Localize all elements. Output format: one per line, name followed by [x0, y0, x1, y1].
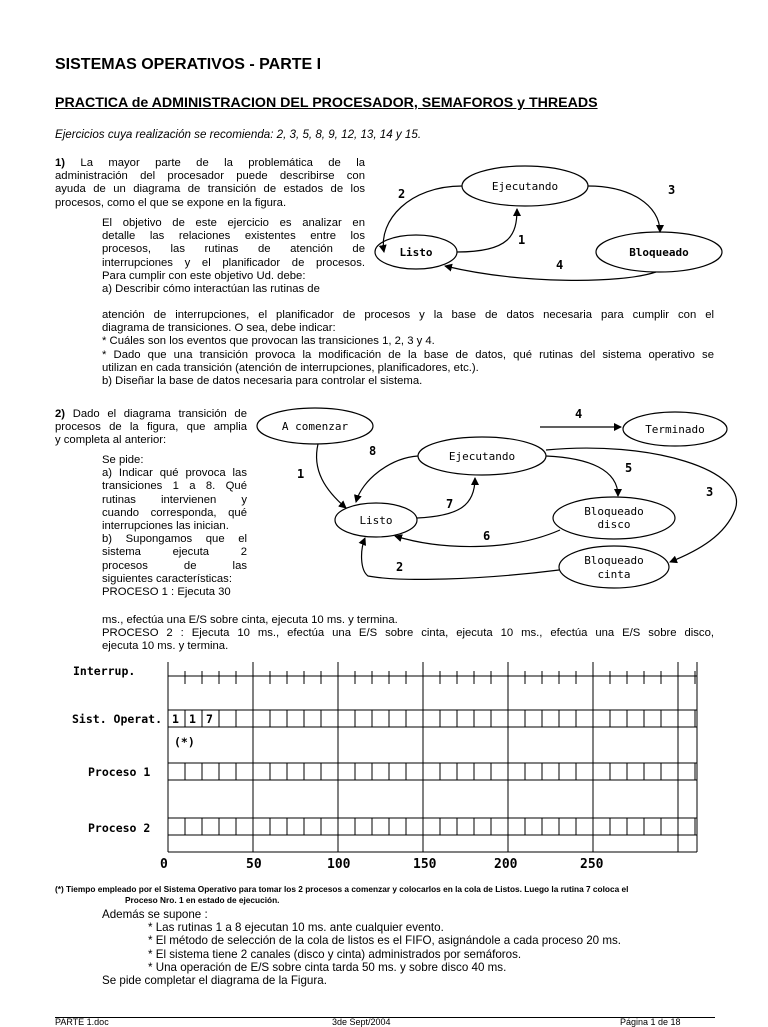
transition-3 [546, 448, 736, 562]
ex1-line: 1) La mayor parte de la problemática de la [55, 157, 365, 169]
transition-label: 2 [396, 560, 404, 574]
exercise-1-tasks [102, 309, 714, 388]
ex2-line: interrupciones las inician. [102, 520, 229, 533]
asterisk-marker: (*) [174, 735, 195, 749]
transition-2 [362, 538, 559, 579]
exercise-2-questions [102, 454, 247, 599]
ex1-line: b) Diseñar la base de datos necesaria para controlar el sistema. [102, 375, 423, 388]
ex1-line: utilizan en cada transición (atención de interrupciones, planificadores, etc.). [102, 361, 479, 374]
transition-1 [317, 444, 346, 508]
state-bloqueado-cinta [559, 546, 669, 588]
state-listo [375, 235, 457, 269]
axis-label: 150 [413, 857, 437, 872]
transition-6 [395, 530, 560, 547]
ex2-line: a) Indicar qué provoca las [102, 467, 247, 480]
ex2-line: Se pide: [102, 454, 144, 466]
ex2-line: cuando corresponda, qué [102, 506, 247, 519]
assumption-item: * Una operación de E/S sobre cinta tarda 50 ms. y sobre disco 40 ms. [148, 960, 507, 974]
axis-label: 50 [246, 857, 262, 872]
timeline-footnote [55, 884, 725, 906]
transition-label: 5 [625, 461, 633, 475]
ex1-line: * Dado que una transición provoca la modificación de la base de datos, qué rutinas del sistema operativo se [102, 348, 714, 361]
assumption-item: * Las rutinas 1 a 8 ejecutan 10 ms. ante cualquier evento. [148, 921, 444, 935]
state-label: Listo [399, 246, 433, 259]
exercise-2-processes [102, 614, 714, 654]
state-label: Ejecutando [448, 450, 516, 463]
state-label: disco [597, 518, 631, 531]
state-label: cinta [597, 568, 631, 581]
exercise-1-number: 1) [55, 157, 66, 169]
timeline-row-label: Sist. Operat. [72, 712, 163, 726]
assumption-item: * El sistema tiene 2 canales (disco y cinta) administrados por semáforos. [148, 947, 522, 961]
ex1-line: a) Describir cómo interactúan las rutinas de [102, 283, 320, 296]
state-ejecutando-2 [418, 437, 546, 475]
ex2-line: sistema ejecuta 2 [102, 546, 247, 559]
exercise-2 [55, 408, 247, 448]
ex1-line: procesos, las rutinas de atención de [102, 243, 365, 256]
state-label: Bloqueado [584, 505, 644, 518]
state-label: A comenzar [281, 420, 349, 433]
transition-label: 1 [518, 233, 526, 247]
transition-label: 3 [706, 485, 714, 499]
ex1-line: Para cumplir con este objetivo Ud. debe: [102, 269, 306, 282]
transition-8 [356, 456, 418, 502]
assumptions-intro: Además se supone : [102, 908, 208, 921]
ex1-line: * Cuáles son los eventos que provocan las transiciones 1, 2, 3 y 4. [102, 335, 435, 348]
so-cell-value: 1 [172, 712, 179, 726]
transition-4 [445, 266, 656, 280]
ex2-line: procesos de las [102, 559, 247, 572]
ex2-line: rutinas intervienen y [102, 493, 247, 506]
assumption-item: * El método de selección de la cola de listos es el FIFO, asignándole a cada proceso 20 ms. [148, 934, 622, 948]
transition-5 [546, 456, 618, 496]
recommended-exercises: Ejercicios cuya realización se recomienda: 2, 3, 5, 8, 9, 12, 13, 14 y 15. [55, 128, 422, 141]
state-terminado [623, 412, 727, 446]
transition-1 [457, 209, 517, 252]
transition-label: 2 [398, 187, 406, 201]
transition-label: 4 [575, 407, 583, 421]
state-label: Listo [359, 514, 393, 527]
timeline-chart [168, 662, 697, 852]
footer-filename: PARTE 1.doc [55, 1017, 109, 1027]
axis-label: 100 [327, 857, 351, 872]
timeline-row-label: Proceso 1 [88, 765, 151, 779]
ex1-line: procesos, como el que se expone en la figura. [55, 196, 287, 209]
footer-date: 3de Sept/2004 [332, 1017, 391, 1027]
exercise-1 [55, 157, 365, 210]
transition-label: 6 [483, 529, 491, 543]
ex1-line: El objetivo de este ejercicio es analizar en [102, 217, 365, 229]
state-a-comenzar [257, 408, 373, 444]
practice-subtitle: PRACTICA de ADMINISTRACION DEL PROCESADOR, SEMAFOROS y THREADS [55, 95, 598, 111]
footnote-line: Proceso Nro. 1 en estado de ejecución. [125, 895, 280, 905]
exercise-2-number: 2) [55, 408, 66, 420]
so-cell-value: 1 [189, 712, 196, 726]
ex2-line: ms., efectúa una E/S sobre cinta, ejecuta 10 ms. y termina. [102, 614, 398, 626]
transition-7 [417, 478, 475, 518]
state-label: Bloqueado [629, 246, 689, 259]
assumptions-closing: Se pide completar el diagrama de la Figura. [102, 974, 327, 988]
ex2-line: siguientes características: [102, 572, 232, 585]
state-label: Bloqueado [584, 554, 644, 567]
ex1-line: atención de interrupciones, el planificador de procesos y la base de datos necesaria para cumplir con el [102, 309, 714, 321]
ex1-line: diagrama de transiciones. O sea, debe indicar: [102, 322, 336, 335]
axis-label: 250 [580, 857, 604, 872]
state-bloqueado-disco [553, 497, 675, 539]
state-label: Terminado [645, 423, 705, 436]
transition-3 [588, 186, 660, 232]
transition-label: 7 [446, 497, 454, 511]
transition-label: 1 [297, 467, 305, 481]
state-listo-2 [335, 503, 417, 537]
footer-page: Página 1 de 18 [620, 1017, 681, 1027]
axis-label: 200 [494, 857, 518, 872]
ex1-line: detalle las relaciones existentes entre los [102, 230, 365, 243]
so-cell-value: 7 [206, 712, 213, 726]
transition-label: 3 [668, 183, 676, 197]
ex2-line: b) Supongamos que el [102, 533, 247, 546]
ex2-line: 2) Dado el diagrama transición de [55, 408, 248, 420]
ex2-line: PROCESO 2 : Ejecuta 10 ms., efectúa una E/S sobre cinta, ejecuta 10 ms., efectúa una E/S sobre disco, [102, 627, 714, 640]
ex1-line: interrupciones y el planificador de procesos. [102, 256, 365, 269]
ex2-line: PROCESO 1 : Ejecuta 30 [102, 586, 231, 599]
ex2-line: ejecuta 10 ms. y termina. [102, 640, 229, 653]
timeline-row-label: Proceso 2 [88, 821, 151, 835]
ex2-line: procesos de la figura, que amplia [55, 421, 247, 434]
state-ejecutando [462, 166, 588, 206]
axis-label: 0 [160, 857, 168, 872]
transition-label: 8 [369, 444, 377, 458]
transition-2 [383, 186, 462, 252]
state-bloqueado [596, 232, 722, 272]
timeline-row-label: Interrup. [73, 664, 136, 678]
footnote-line: (*) Tiempo empleado por el Sistema Operativo para tomar los 2 procesos a comenzar y colocarlos en la cola de Listos. Luego la rutina 7 coloca el [55, 884, 629, 894]
ex1-line: administración del procesador puede describirse con [55, 170, 365, 183]
ex1-line: ayuda de un diagrama de transición de estados de los [55, 183, 365, 196]
page-title: SISTEMAS OPERATIVOS - PARTE I [55, 56, 322, 73]
exercise-1-objective [102, 217, 365, 296]
ex2-line: transiciones 1 a 8. Qué [102, 480, 247, 493]
state-label: Ejecutando [491, 180, 559, 193]
transition-label: 4 [556, 258, 564, 272]
ex2-line: y completa al anterior: [55, 434, 167, 447]
assumptions [102, 908, 714, 987]
